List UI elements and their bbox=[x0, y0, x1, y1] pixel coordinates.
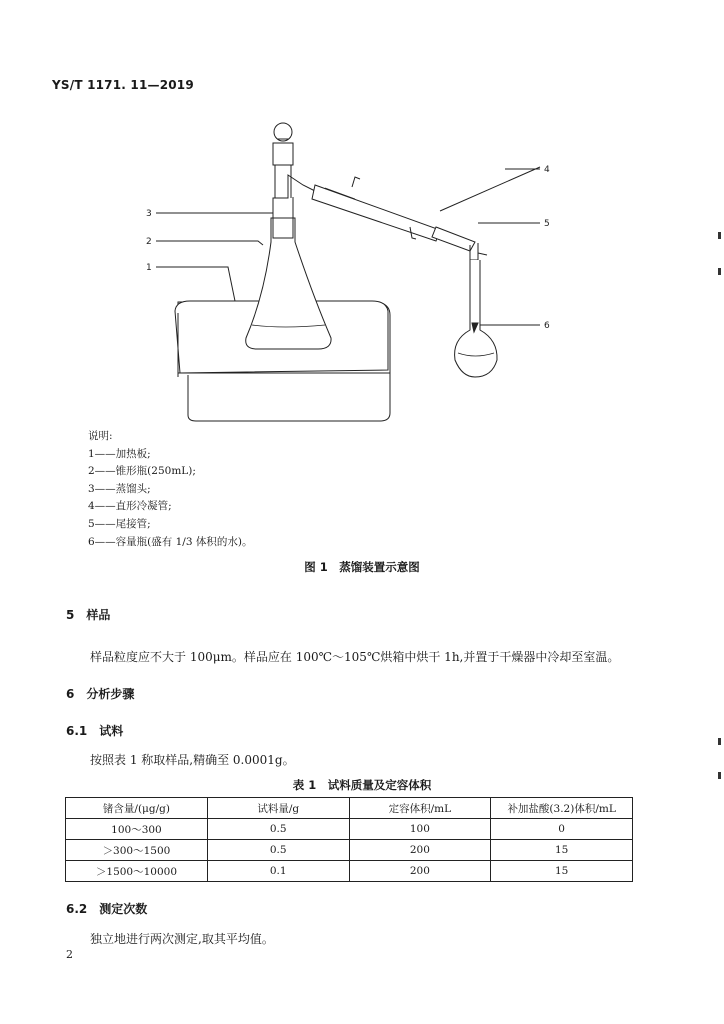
section-6-2-heading: 6.2 测定次数 bbox=[66, 902, 148, 916]
table-header-cell: 定容体积/mL bbox=[349, 798, 491, 819]
table-header-cell: 补加盐酸(3.2)体积/mL bbox=[491, 798, 633, 819]
table-row bbox=[66, 819, 633, 840]
table-cell: 200 bbox=[349, 840, 491, 861]
callout-label: 5 bbox=[544, 219, 550, 229]
table-cell: 0.5 bbox=[207, 819, 349, 840]
table-header-row bbox=[66, 798, 633, 819]
legend-item: 3——蒸馏头; bbox=[88, 482, 151, 495]
callout-label: 3 bbox=[146, 209, 152, 219]
table-row bbox=[66, 840, 633, 861]
callout-label: 2 bbox=[146, 237, 152, 247]
volumetric-flask bbox=[455, 260, 497, 377]
table-cell: 100～300 bbox=[66, 819, 208, 840]
section-5-heading: 5 样品 bbox=[66, 608, 111, 622]
table-cell: ＞300～1500 bbox=[66, 840, 208, 861]
section-5-text: 样品粒度应不大于 100μm。样品应在 100℃～105℃烘箱中烘干 1h,并置于干燥器中冷却至室温。 bbox=[90, 650, 620, 664]
callout-label: 1 bbox=[146, 263, 152, 273]
table-row bbox=[66, 861, 633, 882]
table-cell: 200 bbox=[349, 861, 491, 882]
table-header-cell: 试料量/g bbox=[207, 798, 349, 819]
table-cell: 100 bbox=[349, 819, 491, 840]
section-6-heading: 6 分析步骤 bbox=[66, 687, 135, 701]
adapter-tube bbox=[432, 227, 475, 251]
legend-item: 4——直形冷凝管; bbox=[88, 500, 172, 513]
scan-mark bbox=[718, 738, 721, 745]
distillation-head bbox=[273, 175, 315, 218]
table-1 bbox=[65, 797, 633, 882]
section-6-1-heading: 6.1 试料 bbox=[66, 724, 124, 738]
figure-legend bbox=[88, 428, 252, 551]
table-cell: 0.5 bbox=[207, 840, 349, 861]
scan-mark bbox=[718, 268, 721, 275]
figure-caption: 图 1 蒸馏装置示意图 bbox=[304, 560, 420, 574]
section-6-2-text: 独立地进行两次测定,取其平均值。 bbox=[90, 932, 274, 946]
standard-number-header: YS/T 1171. 11—2019 bbox=[52, 78, 194, 92]
legend-item: 1——加热板; bbox=[88, 447, 151, 460]
legend-item: 6——容量瓶(盛有 1/3 体积的水)。 bbox=[88, 535, 253, 548]
callout-label: 6 bbox=[544, 321, 550, 331]
table-1-title: 表 1 试料质量及定容体积 bbox=[292, 778, 432, 792]
section-6-1-text: 按照表 1 称取样品,精确至 0.0001g。 bbox=[90, 753, 295, 767]
legend-item: 5——尾接管; bbox=[88, 517, 151, 530]
scan-mark bbox=[718, 232, 721, 239]
scan-mark bbox=[718, 772, 721, 779]
table-cell: ＞1500～10000 bbox=[66, 861, 208, 882]
table-cell: 15 bbox=[491, 840, 633, 861]
legend-title: 说明: bbox=[88, 430, 113, 442]
legend-item: 2——锥形瓶(250mL); bbox=[88, 465, 196, 478]
table-header-cell: 锗含量/(μg/g) bbox=[66, 798, 208, 819]
table-cell: 15 bbox=[491, 861, 633, 882]
page-number: 2 bbox=[66, 948, 73, 961]
callout-label: 4 bbox=[544, 165, 550, 175]
straight-condenser bbox=[312, 185, 440, 241]
table-cell: 0.1 bbox=[207, 861, 349, 882]
table-cell: 0 bbox=[491, 819, 633, 840]
distillation-apparatus-figure bbox=[140, 115, 580, 430]
